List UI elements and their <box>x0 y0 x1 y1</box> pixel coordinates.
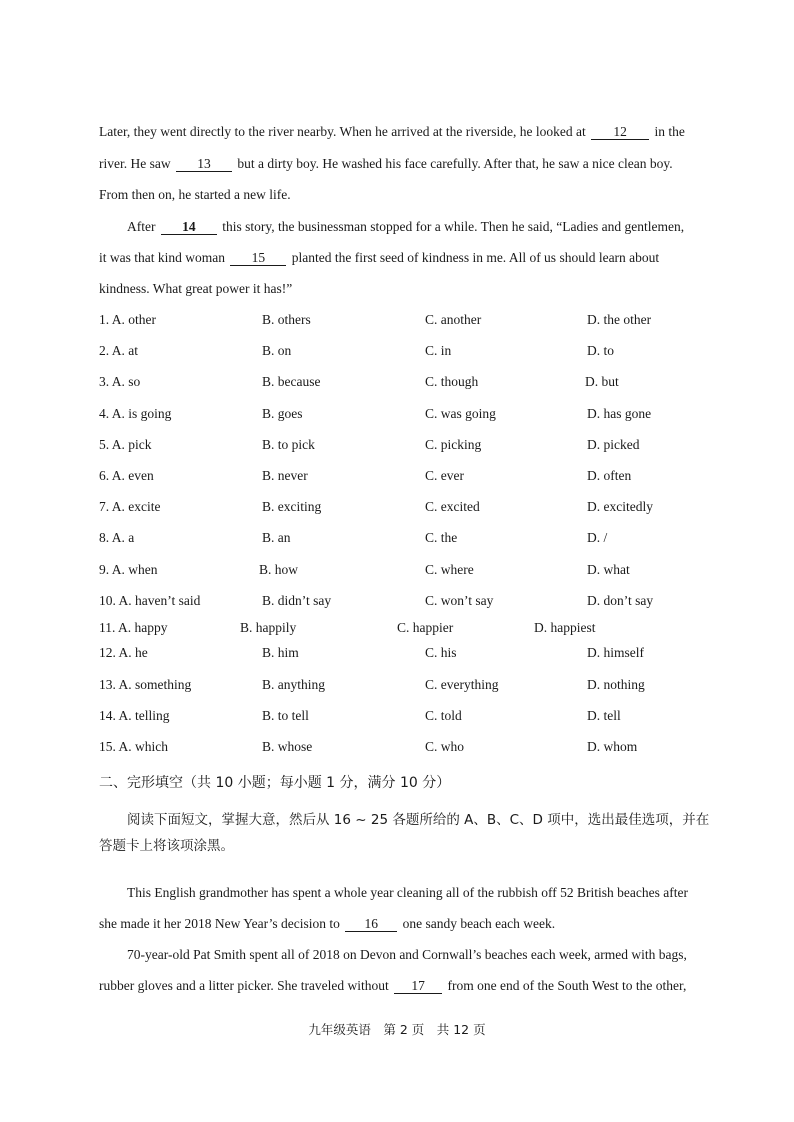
option-b: B. others <box>262 312 311 327</box>
option-d: D. happiest <box>534 620 596 635</box>
option-c: C. where <box>425 562 474 577</box>
blank-15: 15 <box>230 250 286 266</box>
option-c: C. was going <box>425 406 496 421</box>
option-a: 6. A. even <box>99 468 154 483</box>
option-d: D. / <box>587 530 608 545</box>
option-a: 12. A. he <box>99 645 148 660</box>
text: but a dirty boy. He washed his face carefully. After that, he saw a nice clean boy. <box>237 156 673 171</box>
option-a: 3. A. so <box>99 374 141 389</box>
option-b: B. happily <box>240 620 297 635</box>
passage2-line-2 <box>99 915 555 933</box>
blank-14: 14 <box>161 219 217 235</box>
option-c: C. who <box>425 739 465 754</box>
text: it was that kind woman <box>99 250 225 265</box>
option-d: D. himself <box>587 645 644 660</box>
option-d: D. what <box>587 562 630 577</box>
passage2-line-4 <box>99 977 686 995</box>
blank-12: 12 <box>591 124 649 140</box>
passage1-line-5 <box>99 249 659 267</box>
option-b: B. to tell <box>262 708 309 723</box>
option-c: C. the <box>425 530 458 545</box>
section-heading: 二、完形填空（共 10 小题；每小题 1 分，满分 10 分） <box>99 775 451 791</box>
option-b: B. how <box>259 562 299 577</box>
text: planted the first seed of kindness in me. All of us should learn about <box>291 250 660 265</box>
text: Later, they went directly to the river nearby. When he arrived at the riverside, he looked at <box>99 124 586 139</box>
passage2-line-1 <box>127 884 688 902</box>
text: in the <box>654 124 685 139</box>
passage1-line-2 <box>99 155 673 173</box>
blank-16: 16 <box>345 916 397 932</box>
option-b: B. goes <box>262 406 303 421</box>
option-c: C. his <box>425 645 457 660</box>
option-a: 9. A. when <box>99 562 158 577</box>
text: This English grandmother has spent a whole year cleaning all of the rubbish off 52 British beaches after <box>127 885 688 900</box>
option-d: D. excitedly <box>587 499 653 514</box>
passage1-line-1 <box>99 123 685 141</box>
option-a: 1. A. other <box>99 312 156 327</box>
option-a: 4. A. is going <box>99 406 172 421</box>
option-d: D. to <box>587 343 614 358</box>
option-d: D. whom <box>587 739 638 754</box>
option-b: B. on <box>262 343 292 358</box>
option-b: B. because <box>262 374 321 389</box>
text: she made it her 2018 New Year’s decision to <box>99 916 340 931</box>
option-b: B. whose <box>262 739 313 754</box>
passage1-line-3 <box>99 186 291 204</box>
option-a: 7. A. excite <box>99 499 161 514</box>
text: kindness. What great power it has!” <box>99 281 293 296</box>
text: From then on, he started a new life. <box>99 187 291 202</box>
text: this story, the businessman stopped for a while. Then he said, “Ladies and gentlemen, <box>222 219 685 234</box>
option-d: D. picked <box>587 437 640 452</box>
option-a: 10. A. haven’t said <box>99 593 201 608</box>
blank-13: 13 <box>176 156 232 172</box>
option-c: C. though <box>425 374 479 389</box>
option-a: 2. A. at <box>99 343 138 358</box>
passage1-line-6 <box>99 280 292 298</box>
option-c: C. won’t say <box>425 593 494 608</box>
option-a: 13. A. something <box>99 677 192 692</box>
option-c: C. ever <box>425 468 464 483</box>
option-c: C. told <box>425 708 462 723</box>
text: After <box>127 219 156 234</box>
instruction-line-1: 阅读下面短文，掌握大意，然后从 16 ~ 25 各题所给的 A、B、C、D 项中，选出最佳选项，并在 <box>127 812 710 828</box>
option-c: C. everything <box>425 677 499 692</box>
option-b: B. to pick <box>262 437 315 452</box>
option-c: C. in <box>425 343 452 358</box>
option-c: C. happier <box>397 620 454 635</box>
option-d: D. tell <box>587 708 621 723</box>
option-b: B. him <box>262 645 299 660</box>
text: river. He saw <box>99 156 171 171</box>
option-d: D. don’t say <box>587 593 654 608</box>
option-a: 11. A. happy <box>99 620 168 635</box>
option-c: C. picking <box>425 437 482 452</box>
option-a: 15. A. which <box>99 739 168 754</box>
option-c: C. another <box>425 312 482 327</box>
option-b: B. exciting <box>262 499 322 514</box>
option-d: D. but <box>585 374 619 389</box>
text: 70-year-old Pat Smith spent all of 2018 on Devon and Cornwall’s beaches each week, armed with bags, <box>127 947 687 962</box>
option-a: 14. A. telling <box>99 708 170 723</box>
option-d: D. the other <box>587 312 652 327</box>
page-footer: 九年级英语 第 2 页 共 12 页 <box>308 1022 486 1037</box>
instruction-line-2: 答题卡上将该项涂黑。 <box>99 838 234 854</box>
option-d: D. often <box>587 468 632 483</box>
option-a: 8. A. a <box>99 530 135 545</box>
option-b: B. didn’t say <box>262 593 332 608</box>
option-a: 5. A. pick <box>99 437 152 452</box>
option-d: D. nothing <box>587 677 645 692</box>
passage1-line-4 <box>127 218 684 236</box>
blank-17: 17 <box>394 978 442 994</box>
option-d: D. has gone <box>587 406 652 421</box>
text: one sandy beach each week. <box>402 916 556 931</box>
text: rubber gloves and a litter picker. She traveled without <box>99 978 389 993</box>
text: from one end of the South West to the other, <box>447 978 687 993</box>
option-b: B. anything <box>262 677 325 692</box>
option-b: B. never <box>262 468 308 483</box>
option-b: B. an <box>262 530 291 545</box>
passage2-line-3 <box>127 946 687 964</box>
option-c: C. excited <box>425 499 480 514</box>
